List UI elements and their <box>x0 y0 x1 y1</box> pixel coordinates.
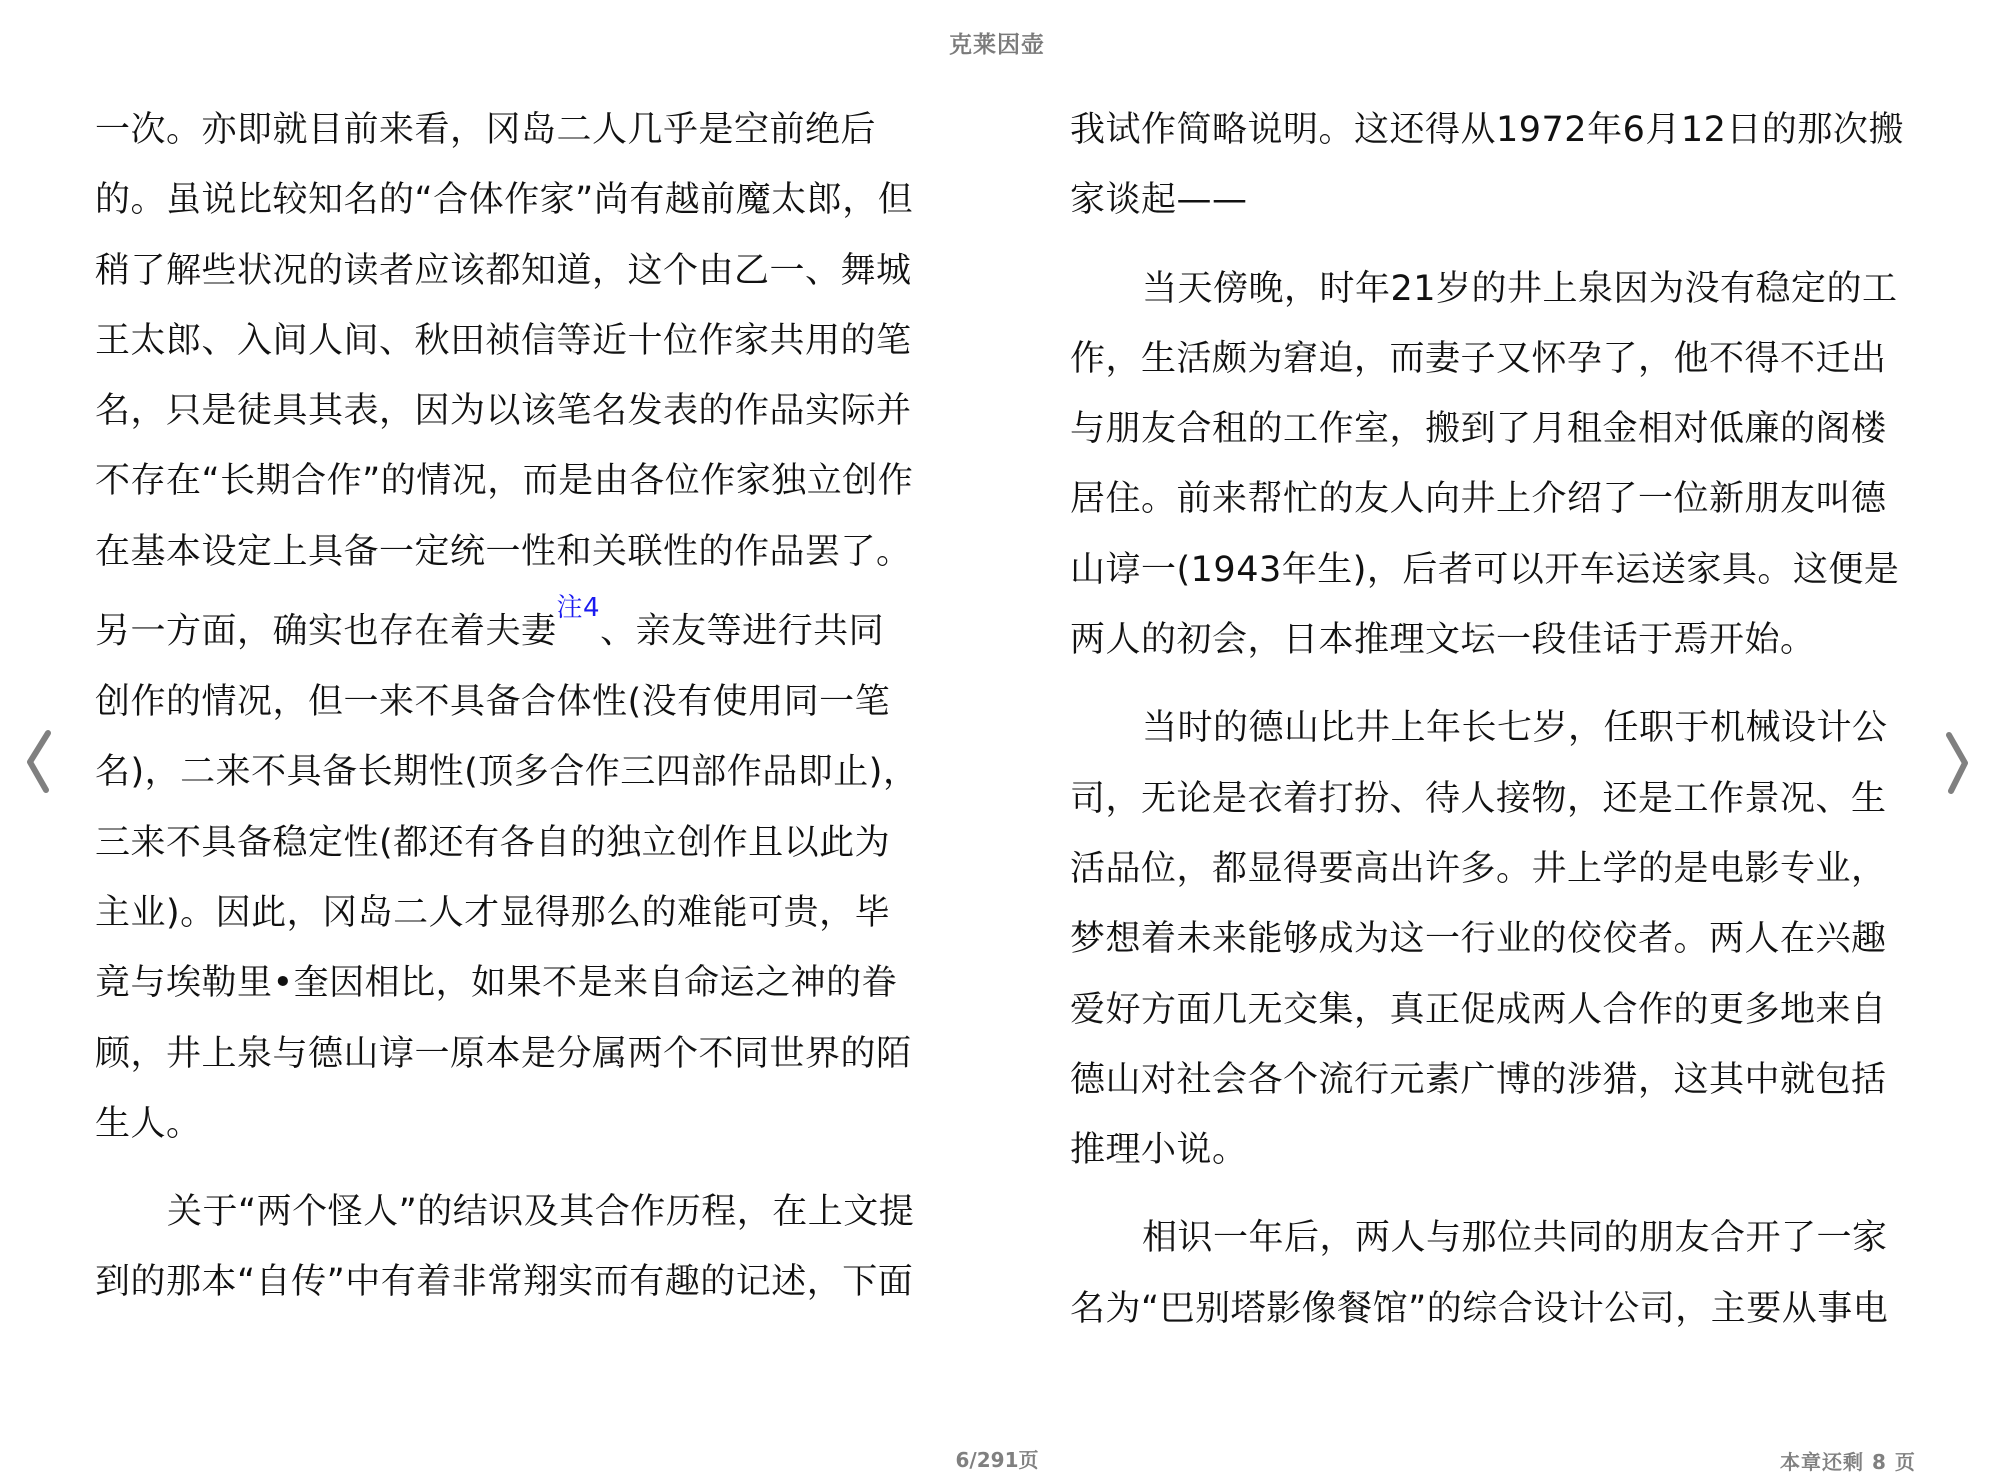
text-line: 当时的德山比井上年长七岁，任职于机械设计公 <box>1142 708 1888 749</box>
text-line: 爱好方面几无交集，真正促成两人合作的更多地来自 <box>1070 989 1887 1030</box>
text-line: 顾，井上泉与德山谆一原本是分属两个不同世界的陌 <box>95 1033 912 1074</box>
text-line: 活品位，都显得要高出许多。井上学的是电影专业， <box>1070 848 1887 889</box>
text-line: 我试作简略说明。这还得从1972年6月12日的那次搬 <box>1070 110 1904 150</box>
text-line: 两人的初会，日本推理文坛一段佳话于焉开始。 <box>1070 620 1816 661</box>
text-line: 名)，二来不具备长期性(顶多合作三四部作品即止)， <box>95 752 919 793</box>
text-line-with-footnote <box>95 587 927 667</box>
text-line: 一次。亦即就目前来看，冈岛二人几乎是空前绝后 <box>95 110 877 150</box>
text-line: 司，无论是衣着打扮、待人接物，还是工作景况、生 <box>1070 778 1887 819</box>
text-line: 推理小说。 <box>1070 1130 1248 1171</box>
text-segment: 另一方面，确实也存在着夫妻 <box>95 611 557 652</box>
text-line: 与朋友合租的工作室，搬到了月租金相对低廉的阁楼 <box>1070 409 1887 450</box>
text-line: 名为“巴别塔影像餐馆”的综合设计公司，主要从事电 <box>1070 1288 1889 1329</box>
book-title: 克莱因壶 <box>949 32 1045 58</box>
text-line: 在基本设定上具备一定统一性和关联性的作品罢了。 <box>95 531 912 572</box>
text-line: 居住。前来帮忙的友人向井上介绍了一位新朋友叫德 <box>1070 479 1887 520</box>
text-segment: 、亲友等进行共同 <box>600 611 885 652</box>
next-page-button[interactable] <box>1935 725 1985 795</box>
text-line: 当天傍晚，时年21岁的井上泉因为没有稳定的工 <box>1142 268 1898 309</box>
paragraph <box>1070 1203 1902 1344</box>
text-line: 到的那本“自传”中有着非常翔实而有趣的记述，下面 <box>95 1262 914 1303</box>
previous-page-button[interactable] <box>10 725 60 795</box>
text-line: 主业)。因此，冈岛二人才显得那么的难能可贵，毕 <box>95 892 891 933</box>
paragraph <box>1070 254 1902 676</box>
right-page <box>1070 95 1902 1344</box>
left-page <box>95 95 927 1318</box>
page-indicator: 6/291页 <box>955 1448 1039 1472</box>
text-line: 三来不具备稳定性(都还有各自的独立创作且以此为 <box>95 822 891 863</box>
text-line: 生人。 <box>95 1103 202 1144</box>
footnote-link[interactable]: 注4 <box>556 593 601 624</box>
text-line: 梦想着未来能够成为这一行业的佼佼者。两人在兴趣 <box>1070 919 1887 960</box>
text-line: 王太郎、入间人间、秋田祯信等近十位作家共用的笔 <box>95 320 912 361</box>
paragraph <box>1070 693 1902 1185</box>
text-line: 相识一年后，两人与那位共同的朋友合开了一家 <box>1142 1218 1888 1259</box>
paragraph <box>1070 95 1902 236</box>
text-line: 竟与埃勒里•奎因相比，如果不是来自命运之神的眷 <box>95 963 898 1004</box>
chevron-left-icon <box>10 725 60 795</box>
chevron-right-icon <box>1935 725 1985 795</box>
text-line: 德山对社会各个流行元素广博的涉猎，这其中就包括 <box>1070 1059 1887 1100</box>
text-line: 作，生活颇为窘迫，而妻子又怀孕了，他不得不迁出 <box>1070 338 1887 379</box>
paragraph <box>95 95 927 1159</box>
chapter-remaining-indicator: 本章还剩 8 页 <box>1780 1450 1916 1474</box>
text-line: 的。虽说比较知名的“合体作家”尚有越前魔太郎，但 <box>95 180 914 221</box>
text-line: 家谈起—— <box>1070 180 1248 221</box>
text-line: 不存在“长期合作”的情况，而是由各位作家独立创作 <box>95 461 914 502</box>
text-line: 稍了解些状况的读者应该都知道，这个由乙一、舞城 <box>95 250 912 291</box>
text-line: 山谆一(1943年生)，后者可以开车运送家具。这便是 <box>1070 549 1900 590</box>
text-line: 关于“两个怪人”的结识及其合作历程，在上文提 <box>167 1192 915 1233</box>
text-line: 创作的情况，但一来不具备合体性(没有使用同一笔 <box>95 682 891 723</box>
paragraph <box>95 1177 927 1318</box>
text-line: 名，只是徒具其表，因为以该笔名发表的作品实际并 <box>95 391 912 432</box>
